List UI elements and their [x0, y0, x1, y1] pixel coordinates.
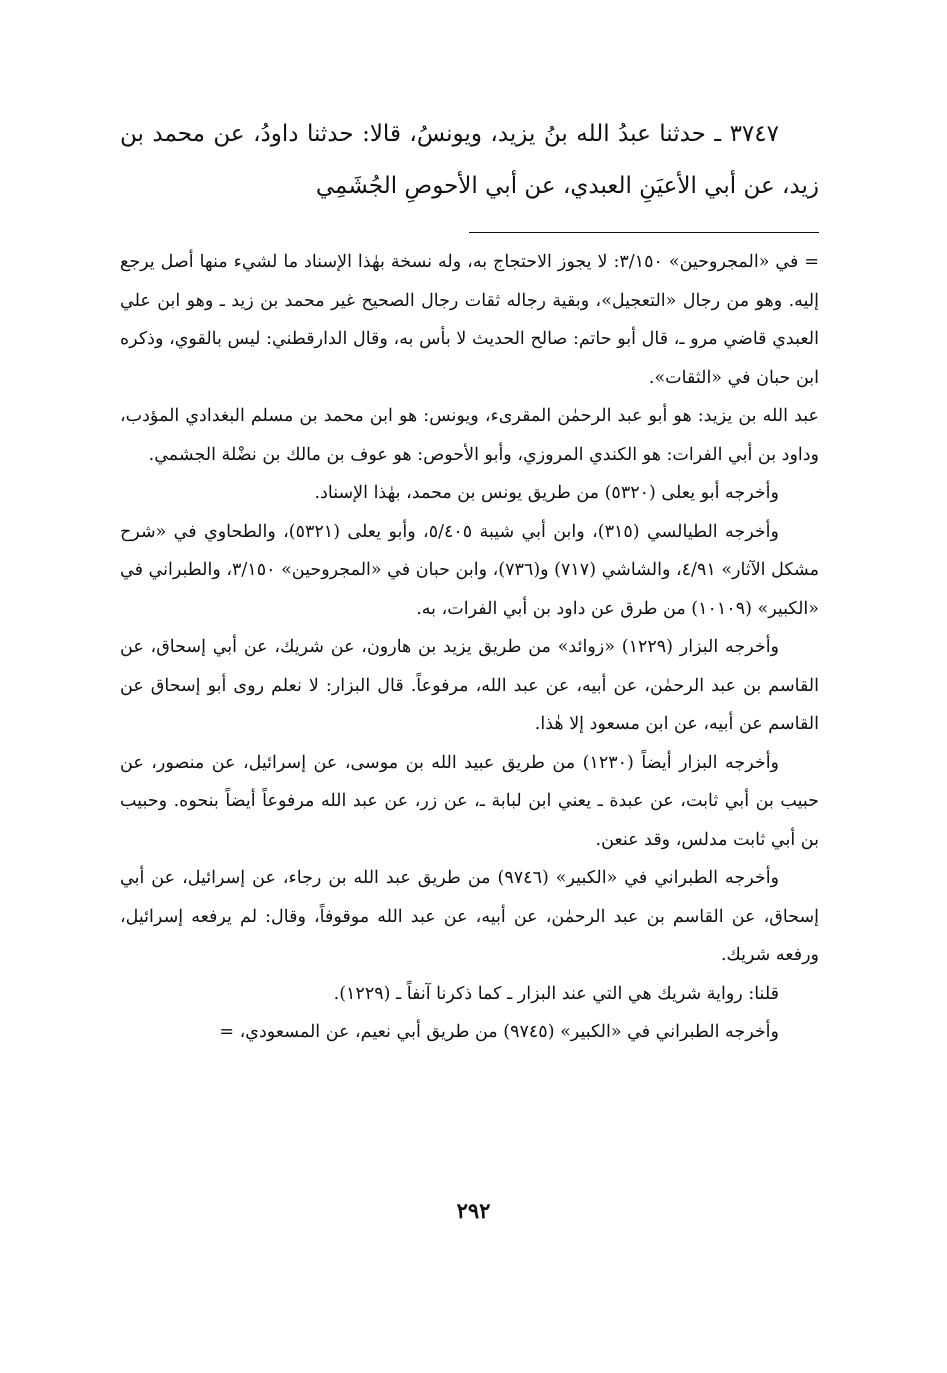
footnotes: [120, 243, 819, 1052]
page-number: ٢٩٢: [456, 1198, 491, 1223]
hadith-text: [120, 108, 819, 212]
footnote-paragraph: عبد الله بن يزيد: هو أبو عبد الرحمٰن المقرىء، ويونس: هو ابن محمد بن مسلم البغدادي المؤدب، وداود بن أبي الفرات: هو الكندي المروزي، وأبو الأحوص: هو عوف بن مالك بن نضْلة الجشمي.: [120, 406, 819, 465]
hadith-paragraph: ٣٧٤٧ ـ حدثنا عبدُ الله بنُ يزيد، ويونسُ، قالا: حدثنا داودُ، عن محمد بن زيد، عن أبي الأعيَنِ العبدي، عن أبي الأحوصِ الجُشَمِي: [120, 121, 819, 199]
footnote-paragraph: وأخرجه البزار (١٢٢٩) «زوائد» من طريق يزيد بن هارون، عن شريك، عن أبي إسحاق، عن القاسم بن عبد الرحمٰن، عن أبيه، عن عبد الله، مرفوعاً. قال البزار: لا نعلم روى أبو إسحاق عن القاسم عن أبيه، عن ابن مسعود إلا هٰذا.: [120, 637, 819, 734]
footnote-paragraph: وأخرجه الطبراني في «الكبير» (٩٧٤٥) من طريق أبي نعيم، عن المسعودي، =: [219, 1022, 779, 1042]
footnote-paragraph: قلنا: رواية شريك هي التي عند البزار ـ كما ذكرنا آنفاً ـ (١٢٢٩).: [333, 983, 779, 1004]
footnote-paragraph: وأخرجه أبو يعلى (٥٣٢٠) من طريق يونس بن محمد، بهٰذا الإسناد.: [314, 483, 779, 503]
footnote-paragraph: وأخرجه البزار أيضاً (١٢٣٠) من طريق عبيد الله بن موسى، عن إسرائيل، عن منصور، عن حبيب بن أبي ثابت، عن عبدة ـ يعني ابن لبابة ـ، عن زر، عن عبد الله مرفوعاً أيضاً بنحوه. وحبيب بن أبي ثابت مدلس، وقد عنعن.: [120, 752, 819, 850]
footnote-paragraph: = في «المجروحين» ٣/١٥٠: لا يجوز الاحتجاج به، وله نسخة بهٰذا الإسناد ما لشيء منها أصل يرجع إليه. وهو من رجال «التعجيل»، وبقية رجاله ثقات رجال الصحيح غير محمد بن زيد ـ وهو ابن علي العبدي قاضي مرو ـ، قال أبو حاتم: صالح الحديث لا بأس به، وقال الدارقطني: ليس بالقوي، وذكره ابن حبان في «الثقات».: [120, 252, 819, 388]
footnote-paragraph: وأخرجه الطبراني في «الكبير» (٩٧٤٦) من طريق عبد الله بن رجاء، عن إسرائيل، عن أبي إسحاق، عن القاسم بن عبد الرحمٰن، عن أبيه، عن عبد الله موقوفاً، وقال: لم يرفعه إسرائيل، ورفعه شريك.: [120, 868, 819, 965]
footnote-separator: [469, 232, 819, 233]
footnote-paragraph: وأخرجه الطيالسي (٣١٥)، وابن أبي شيبة ٥/٤٠٥، وأبو يعلى (٥٣٢١)، والطحاوي في «شرح مشكل الآثار» ٤/٩١، والشاشي (٧١٧) و(٧٣٦)، وابن حبان في «المجروحين» ٣/١٥٠، والطبراني في «الكبير» (١٠١٠٩) من طرق عن داود بن أبي الفرات، به.: [120, 521, 820, 619]
